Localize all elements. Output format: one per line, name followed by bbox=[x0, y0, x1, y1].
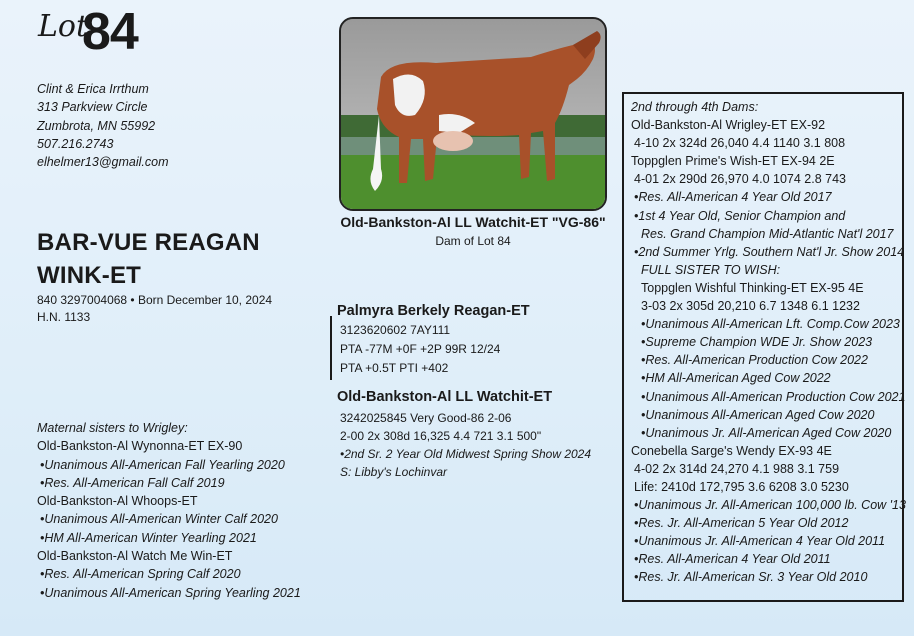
dam-ancestor-detail: •Unanimous Jr. All-American 4 Year Old 2011 bbox=[634, 534, 886, 549]
dam-ancestor-detail: •2nd Summer Yrlg. Southern Nat'l Jr. Show 2014 bbox=[634, 244, 905, 259]
dam-ancestor-detail: 4-01 2x 290d 26,970 4.0 1074 2.8 743 bbox=[634, 172, 846, 187]
dam-photo bbox=[339, 17, 607, 211]
dam-ancestor-detail: •Unanimous All-American Lft. Comp.Cow 2023 bbox=[641, 317, 900, 332]
dam-ancestor-detail: •Res. All-American 4 Year Old 2017 bbox=[634, 190, 832, 205]
dam-ancestor-detail: •Unanimous All-American Production Cow 2021 bbox=[641, 389, 906, 404]
dam-ancestor-detail: •Res. All-American Production Cow 2022 bbox=[641, 353, 868, 368]
sister-award: •Unanimous All-American Fall Yearling 2020 bbox=[40, 457, 285, 472]
dam-ancestor-detail: •Unanimous Jr. All-American 100,000 lb. Cow '13 bbox=[634, 498, 906, 513]
sire-detail-line: 3123620602 7AY111 bbox=[340, 323, 451, 337]
dam-ancestor-detail: 4-10 2x 324d 26,040 4.4 1140 3.1 808 bbox=[634, 136, 846, 151]
dam-ancestor-detail: •Supreme Champion WDE Jr. Show 2023 bbox=[641, 335, 873, 350]
dam-ancestor-detail: •Unanimous All-American Aged Cow 2020 bbox=[641, 407, 875, 422]
dam-ancestor-detail: Toppglen Wishful Thinking-ET EX-95 4E bbox=[641, 280, 864, 295]
sire-detail-line: PTA +0.5T PTI +402 bbox=[340, 361, 449, 375]
photo-subcaption: Dam of Lot 84 bbox=[435, 234, 511, 248]
sire-details bbox=[340, 321, 500, 378]
dam-ancestor-detail: •Res. All-American 4 Year Old 2011 bbox=[634, 552, 831, 567]
sire-detail-line: PTA -77M +0F +2P 99R 12/24 bbox=[340, 342, 501, 356]
sister-award: •Res. All-American Fall Calf 2019 bbox=[40, 475, 225, 490]
dam-detail-line: •2nd Sr. 2 Year Old Midwest Spring Show 2024 bbox=[340, 447, 592, 461]
maternal-sisters bbox=[37, 419, 301, 602]
animal-name-line2: WINK-ET bbox=[37, 262, 142, 289]
dam-detail-line: 2-00 2x 308d 16,325 4.4 721 3.1 500" bbox=[340, 429, 542, 443]
dam-ancestor-name: Conebella Sarge's Wendy EX-93 4E bbox=[631, 443, 832, 458]
consignor-line: Zumbrota, MN 55992 bbox=[37, 118, 156, 133]
dam-ancestor-detail: 4-02 2x 314d 24,270 4.1 988 3.1 759 bbox=[634, 461, 840, 476]
consignor-line: 507.216.2743 bbox=[37, 136, 114, 151]
dam-ancestor-detail: •HM All-American Aged Cow 2022 bbox=[641, 371, 831, 386]
dam-ancestor-detail: FULL SISTER TO WISH: bbox=[641, 262, 781, 277]
registration-info bbox=[37, 292, 272, 326]
dam-detail-line: 3242025845 Very Good-86 2-06 bbox=[340, 411, 512, 425]
sister-award: •Unanimous All-American Spring Yearling 2021 bbox=[40, 585, 301, 600]
dam-ancestor-name: Old-Bankston-Al Wrigley-ET EX-92 bbox=[631, 118, 826, 133]
dam-ancestor-detail: •Res. Jr. All-American 5 Year Old 2012 bbox=[634, 516, 849, 531]
sister-name: Old-Bankston-Al Wynonna-ET EX-90 bbox=[37, 439, 243, 454]
sister-award: •HM All-American Winter Yearling 2021 bbox=[40, 530, 257, 545]
herd-number: H.N. 1133 bbox=[37, 310, 91, 324]
consignor-line: elhelmer13@gmail.com bbox=[37, 155, 169, 170]
dam-ancestor-detail: 2nd through 4th Dams: bbox=[631, 100, 759, 114]
dam-ancestor-detail: •Res. Jr. All-American Sr. 3 Year Old 2010 bbox=[634, 570, 868, 585]
dams-2-4-list bbox=[631, 98, 906, 587]
consignor-info bbox=[37, 80, 169, 171]
dam-ancestor-detail: Res. Grand Champion Mid-Atlantic Nat'l 2017 bbox=[641, 226, 894, 241]
registration-line: 840 3297004068 • Born December 10, 2024 bbox=[37, 293, 273, 307]
lot-number: 84 bbox=[82, 3, 138, 61]
lot-label: Lot bbox=[38, 9, 89, 44]
maternal-sisters-heading: Maternal sisters to Wrigley: bbox=[37, 421, 188, 435]
dam-name: Old-Bankston-Al LL Watchit-ET bbox=[337, 389, 553, 405]
dam-ancestor-detail: Life: 2410d 172,795 3.6 6208 3.0 5230 bbox=[634, 479, 849, 494]
sister-award: •Res. All-American Spring Calf 2020 bbox=[40, 567, 241, 582]
consignor-line: Clint & Erica Irrthum bbox=[37, 82, 149, 96]
sire-name: Palmyra Berkely Reagan-ET bbox=[337, 303, 530, 319]
dam-details bbox=[340, 409, 591, 481]
dam-ancestor-detail: •1st 4 Year Old, Senior Champion and bbox=[634, 208, 846, 223]
sister-name: Old-Bankston-Al Watch Me Win-ET bbox=[37, 549, 233, 564]
sister-award: •Unanimous All-American Winter Calf 2020 bbox=[40, 512, 278, 527]
photo-caption: Old-Bankston-Al LL Watchit-ET "VG-86" bbox=[340, 214, 606, 230]
dam-ancestor-name: Toppglen Prime's Wish-ET EX-94 2E bbox=[631, 154, 835, 169]
animal-name bbox=[37, 226, 260, 292]
dam-ancestor-detail: •Unanimous Jr. All-American Aged Cow 2020 bbox=[641, 425, 892, 440]
dam-ancestor-detail: 3-03 2x 305d 20,210 6.7 1348 6.1 1232 bbox=[641, 299, 860, 314]
sister-name: Old-Bankston-Al Whoops-ET bbox=[37, 494, 198, 509]
pedigree-bracket bbox=[330, 316, 332, 380]
cow-illustration bbox=[341, 19, 605, 209]
animal-name-line1: BAR-VUE REAGAN bbox=[37, 229, 260, 256]
dam-detail-line: S: Libby's Lochinvar bbox=[340, 465, 448, 479]
consignor-line: 313 Parkview Circle bbox=[37, 100, 148, 115]
